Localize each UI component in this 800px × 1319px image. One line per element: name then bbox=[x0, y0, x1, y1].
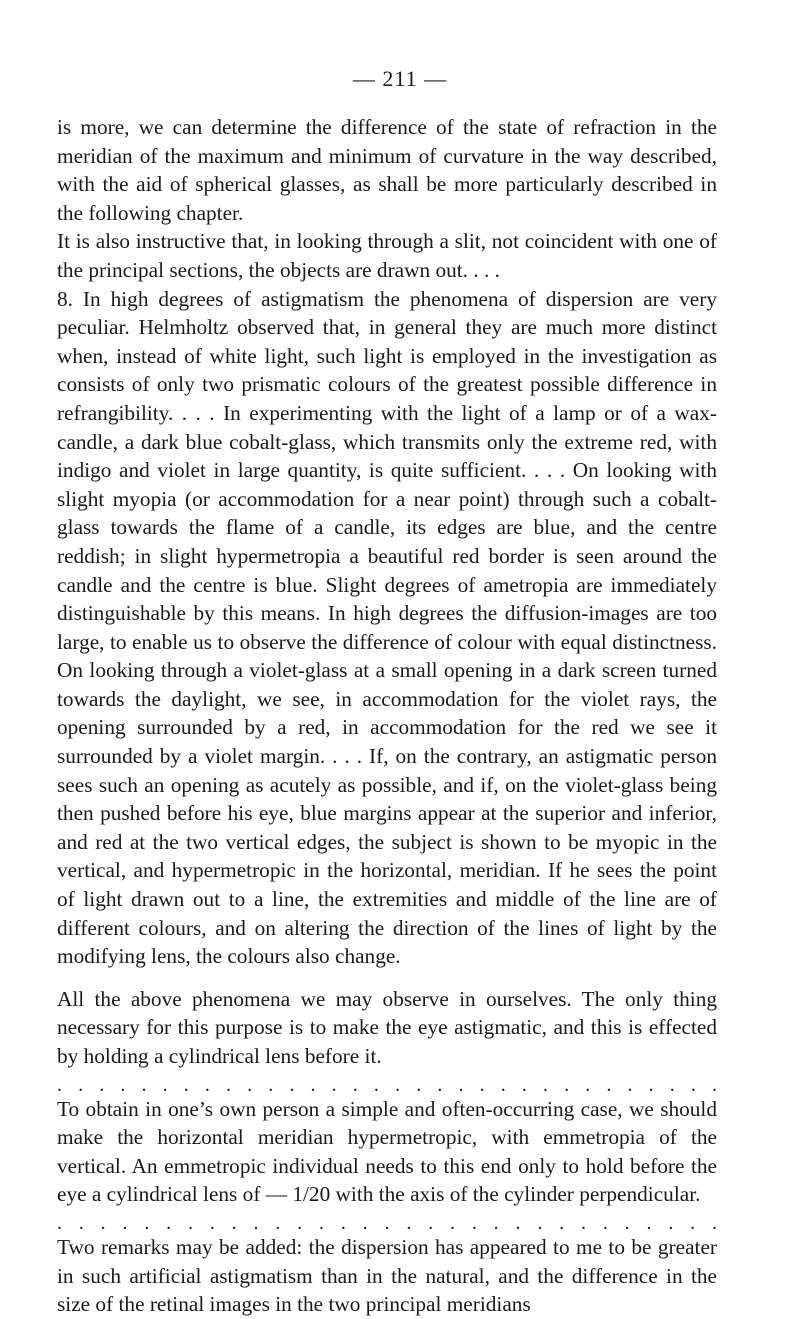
paragraph-slit: It is also instructive that, in looking through a slit, not coincident with one of the principal sections, the objects are drawn out. . . . bbox=[57, 229, 717, 282]
paragraph-continuation: is more, we can determine the difference of the state of refraction in the meridian of the maximum and minimum of curvature in the way described, with the aid of spherical glasses, as shall be more particularly described in the following chapter. bbox=[57, 115, 717, 225]
ellipsis-dots: . . . . . . . . . . . . . . . . . . . . . . . . . . . . . . . . bbox=[57, 1073, 717, 1096]
ellipsis-row bbox=[57, 1073, 717, 1096]
paragraph-ourselves: All the above phenomena we may observe in ourselves. The only thing necessary for this purpose is to make the eye astigmatic, and this is effected by holding a cylindrical lens before it. bbox=[57, 986, 717, 1068]
page-number: — 211 — bbox=[352, 66, 448, 91]
paragraph-section-8: 8. In high degrees of astigmatism the phenomena of dispersion are very peculiar. Helmholtz observed that, in general they are much more distinct when, instead of white light, such light is employed in the investigation as consists of only two prismatic colours of the greatest possible difference in refrangibility. . . . In experimenting with the light of a lamp or of a wax-candle, a dark blue cobalt-glass, which transmits only the extreme red, with indigo and violet in large quantity, is quite sufficient. . . . On looking with slight myopia (or accommodation for a near point) through such a cobalt-glass towards the flame of a candle, its edges are blue, and the centre reddish; in slight hypermetropia a beautiful red border is seen around the candle and the centre is blue. Slight degrees of ametropia are immediately distinguishable by this means. In high degrees the diffusion-images are too large, to enable us to observe the difference of colour with equal distinctness. On looking through a violet-glass at a small opening in a dark screen turned towards the daylight, we see, in accommodation for the violet rays, the opening surrounded by a red, in accommodation for the red we see it surrounded by a violet margin. . . . If, on the contrary, an astigmatic person sees such an opening as acutely as possible, and if, on the violet-glass being then pushed before his eye, blue margins appear at the superior and inferior, and red at the two vertical edges, the subject is shown to be myopic in the vertical, and hypermetropic in the horizontal, meridian. If he sees the point of light drawn out to a line, the extremities and middle of the line are of different colours, and on altering the direction of the lines of light by the modifying lens, the colours also change. bbox=[57, 286, 717, 969]
page-body bbox=[57, 113, 717, 1319]
paragraph-gap bbox=[57, 971, 717, 985]
ellipsis-row bbox=[57, 1211, 717, 1234]
paragraph-two-remarks: Two remarks may be added: the dispersion has appeared to me to be greater in such artificial astigmatism than in the natural, and the difference in the size of the retinal images in the two principal meridians bbox=[57, 1234, 717, 1317]
paragraph-simple-case: To obtain in one’s own person a simple and often-occurring case, we should make the horizontal meridian hypermetropic, with emmetropia of the vertical. An emmetropic individual needs to this end only to hold before the eye a cylindrical lens of — 1/20 with the axis of the cylinder perpendicular. bbox=[57, 1096, 717, 1207]
ellipsis-dots: . . . . . . . . . . . . . . . . . . . . . . . . . . . . . . . bbox=[57, 1211, 717, 1234]
